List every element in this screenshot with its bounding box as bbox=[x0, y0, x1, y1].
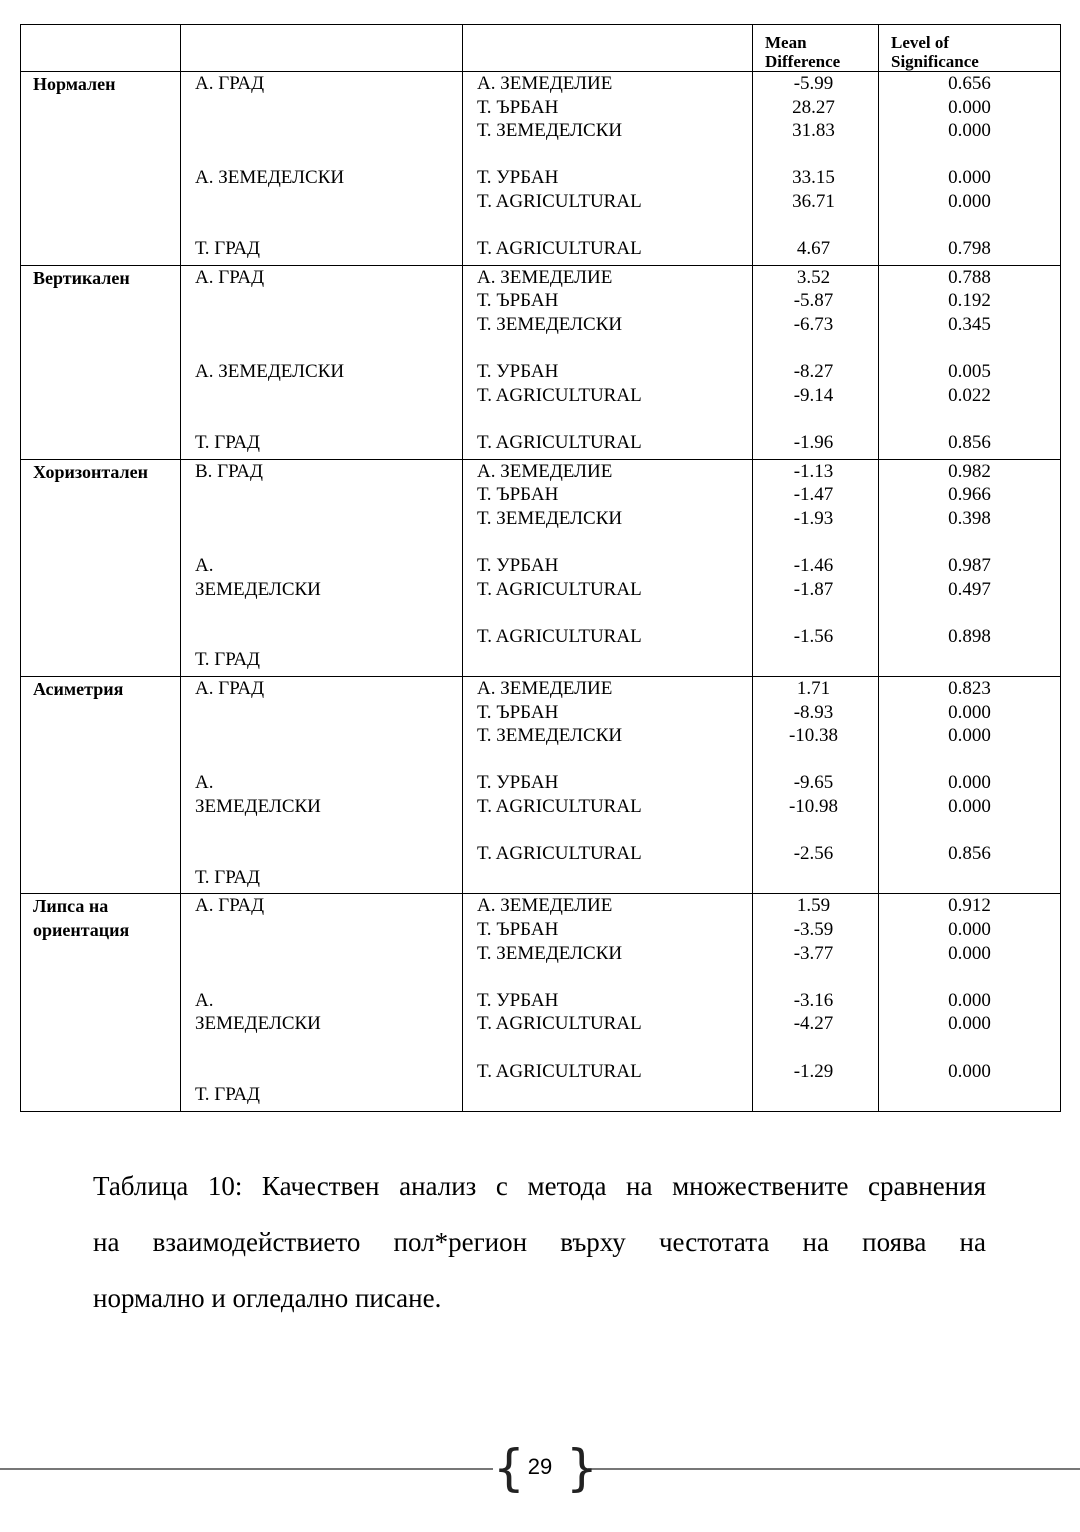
header-mean-line-2: Difference bbox=[765, 52, 841, 71]
mean-difference-value: -1.96 bbox=[793, 431, 834, 453]
mean-difference-value: -10.38 bbox=[788, 725, 839, 747]
comparison-label: Т. УРБАН bbox=[477, 554, 559, 576]
significance-value: 0.000 bbox=[948, 772, 991, 794]
significance-value: 0.000 bbox=[948, 918, 991, 940]
significance-value: 0.966 bbox=[948, 484, 991, 506]
subgroup-label: А. ЗЕМЕДЕЛСКИ bbox=[195, 361, 345, 383]
comparison-label: Т. ЪРБАН bbox=[477, 918, 559, 940]
group-name-cell bbox=[21, 265, 181, 459]
header-sig-line-2: Significance bbox=[891, 52, 979, 71]
significance-value: 0.982 bbox=[948, 460, 991, 482]
comparison-label: А. ЗЕМЕДЕЛИЕ bbox=[477, 266, 613, 288]
mean-difference-value: -1.87 bbox=[793, 578, 834, 600]
significance-value: 0.000 bbox=[948, 167, 991, 189]
mean-difference-value: -1.13 bbox=[793, 460, 834, 482]
comparison-label: А. ЗЕМЕДЕЛИЕ bbox=[477, 895, 613, 917]
significance-value: 0.022 bbox=[948, 384, 991, 406]
subgroup-label: Т. ГРАД bbox=[195, 649, 261, 671]
subgroup-cell bbox=[181, 265, 463, 459]
footer-rule-right bbox=[588, 1468, 1080, 1470]
comparison-cell bbox=[463, 894, 753, 1111]
caption-line-3: нормално и огледално писане. bbox=[93, 1283, 442, 1313]
mean-difference-value: -5.99 bbox=[793, 73, 834, 94]
mean-difference-value: -1.56 bbox=[793, 625, 834, 647]
significance-value: 0.912 bbox=[948, 895, 991, 917]
mean-difference-value: -3.59 bbox=[793, 918, 834, 940]
significance-value: 0.192 bbox=[948, 290, 991, 312]
comparison-cell bbox=[463, 676, 753, 893]
subgroup-label: А. bbox=[195, 989, 214, 1011]
significance-value: 0.000 bbox=[948, 96, 991, 118]
table-row bbox=[21, 72, 1061, 266]
group-name: Хоризонтален bbox=[33, 461, 149, 482]
comparison-cell bbox=[463, 459, 753, 676]
header-empty-2 bbox=[181, 25, 463, 72]
comparison-label: А. ЗЕМЕДЕЛИЕ bbox=[477, 677, 613, 699]
subgroup-label: А. ГРАД bbox=[195, 677, 265, 699]
caption-line-2: на взаимодействието пол*регион върху честотата на поява на bbox=[93, 1227, 986, 1257]
mean-difference-value: -8.27 bbox=[793, 361, 834, 383]
subgroup-label: А. bbox=[195, 554, 214, 576]
comparison-label: T. AGRICULTURAL bbox=[477, 578, 642, 600]
comparison-label: Т. ЗЕМЕДЕЛСКИ bbox=[477, 507, 623, 529]
comparison-label: Т. УРБАН bbox=[477, 167, 559, 189]
significance-value: 0.398 bbox=[948, 507, 991, 529]
mean-difference-value: -1.29 bbox=[793, 1060, 834, 1082]
significance-value: 0.856 bbox=[948, 431, 991, 453]
significance-value: 0.345 bbox=[948, 313, 991, 335]
subgroup-label: А. ГРАД bbox=[195, 73, 265, 94]
significance-value: 0.000 bbox=[948, 1060, 991, 1082]
significance-cell bbox=[879, 459, 1061, 676]
group-name-cell bbox=[21, 459, 181, 676]
subgroup-label: Т. ГРАД bbox=[195, 1084, 261, 1106]
comparison-cell bbox=[463, 72, 753, 266]
results-table bbox=[20, 24, 1061, 1112]
significance-value: 0.000 bbox=[948, 942, 991, 964]
subgroup-label: А. bbox=[195, 772, 214, 794]
header-empty-1 bbox=[21, 25, 181, 72]
comparison-label: T. AGRICULTURAL bbox=[477, 795, 642, 817]
right-brace-icon: } bbox=[566, 1439, 598, 1497]
comparison-label: T. AGRICULTURAL bbox=[477, 191, 642, 212]
mean-difference-value: 31.83 bbox=[792, 120, 835, 142]
table-caption bbox=[93, 1158, 986, 1326]
significance-value: 0.000 bbox=[948, 701, 991, 723]
mean-difference-value: -3.77 bbox=[793, 942, 834, 964]
significance-value: 0.898 bbox=[948, 625, 991, 647]
subgroup-label: А. ГРАД bbox=[195, 266, 265, 288]
subgroup-label: А. ГРАД bbox=[195, 895, 265, 917]
significance-value: 0.798 bbox=[948, 238, 991, 260]
significance-value: 0.823 bbox=[948, 677, 991, 699]
mean-difference-value: -10.98 bbox=[788, 795, 839, 817]
mean-difference-cell bbox=[753, 72, 879, 266]
comparison-label: Т. ЗЕМЕДЕЛСКИ bbox=[477, 942, 623, 964]
group-name-cell bbox=[21, 894, 181, 1111]
significance-value: 0.856 bbox=[948, 843, 991, 865]
significance-value: 0.000 bbox=[948, 1013, 991, 1035]
mean-difference-value: -1.47 bbox=[793, 484, 834, 506]
table-row bbox=[21, 459, 1061, 676]
comparison-label: Т. ЪРБАН bbox=[477, 290, 559, 312]
comparison-label: Т. ЪРБАН bbox=[477, 96, 559, 118]
mean-difference-value: -9.14 bbox=[793, 384, 834, 406]
group-name: Нормален bbox=[33, 74, 116, 94]
group-name: ориентация bbox=[33, 919, 130, 940]
group-name-cell bbox=[21, 72, 181, 266]
subgroup-label: Т. ГРАД bbox=[195, 431, 261, 453]
significance-cell bbox=[879, 894, 1061, 1111]
table-row bbox=[21, 894, 1061, 1111]
comparison-label: Т. ЗЕМЕДЕЛСКИ bbox=[477, 120, 623, 142]
header-mean-line-1: Mean bbox=[765, 33, 807, 52]
significance-value: 0.000 bbox=[948, 120, 991, 142]
significance-value: 0.987 bbox=[948, 554, 991, 576]
header-level-of-significance bbox=[879, 25, 1061, 72]
group-name: Вертикален bbox=[33, 267, 130, 288]
comparison-label: Т. УРБАН bbox=[477, 361, 559, 383]
left-brace-icon: { bbox=[493, 1439, 525, 1497]
mean-difference-value: -5.87 bbox=[793, 290, 834, 312]
mean-difference-cell bbox=[753, 894, 879, 1111]
significance-value: 0.000 bbox=[948, 191, 991, 212]
significance-cell bbox=[879, 265, 1061, 459]
subgroup-label: В. ГРАД bbox=[195, 460, 263, 482]
mean-difference-value: 1.59 bbox=[796, 895, 831, 917]
comparison-cell bbox=[463, 265, 753, 459]
table-row bbox=[21, 265, 1061, 459]
subgroup-label: ЗЕМЕДЕЛСКИ bbox=[195, 795, 321, 817]
mean-difference-cell bbox=[753, 459, 879, 676]
mean-difference-value: 4.67 bbox=[796, 238, 831, 260]
mean-difference-value: -6.73 bbox=[793, 313, 834, 335]
mean-difference-value: -1.93 bbox=[793, 507, 834, 529]
mean-difference-value: -4.27 bbox=[793, 1013, 834, 1035]
comparison-label: Т. УРБАН bbox=[477, 772, 559, 794]
comparison-label: T. AGRICULTURAL bbox=[477, 238, 642, 260]
comparison-label: T. AGRICULTURAL bbox=[477, 843, 642, 865]
header-mean-difference bbox=[753, 25, 879, 72]
group-name: Асиметрия bbox=[33, 678, 124, 699]
mean-difference-value: -1.46 bbox=[793, 554, 834, 576]
table-row bbox=[21, 676, 1061, 893]
mean-difference-value: 36.71 bbox=[792, 191, 835, 212]
comparison-label: T. AGRICULTURAL bbox=[477, 431, 642, 453]
mean-difference-value: 28.27 bbox=[792, 96, 835, 118]
comparison-label: T. AGRICULTURAL bbox=[477, 384, 642, 406]
comparison-label: А. ЗЕМЕДЕЛИЕ bbox=[477, 460, 613, 482]
significance-value: 0.000 bbox=[948, 725, 991, 747]
comparison-label: T. AGRICULTURAL bbox=[477, 1013, 642, 1035]
caption-line-1: Таблица 10: Качествен анализ с метода на множествените сравнения bbox=[93, 1171, 986, 1201]
subgroup-label: ЗЕМЕДЕЛСКИ bbox=[195, 578, 321, 600]
mean-difference-cell bbox=[753, 265, 879, 459]
significance-value: 0.656 bbox=[948, 73, 991, 94]
significance-cell bbox=[879, 676, 1061, 893]
mean-difference-value: 3.52 bbox=[796, 266, 831, 288]
mean-difference-value: -3.16 bbox=[793, 989, 834, 1011]
subgroup-label: ЗЕМЕДЕЛСКИ bbox=[195, 1013, 321, 1035]
page-number: 29 bbox=[527, 1454, 553, 1479]
subgroup-cell bbox=[181, 894, 463, 1111]
comparison-label: T. AGRICULTURAL bbox=[477, 1060, 642, 1082]
significance-value: 0.000 bbox=[948, 795, 991, 817]
subgroup-cell bbox=[181, 72, 463, 266]
table-header-row bbox=[21, 25, 1061, 72]
mean-difference-cell bbox=[753, 676, 879, 893]
mean-difference-value: -8.93 bbox=[793, 701, 834, 723]
significance-value: 0.497 bbox=[948, 578, 991, 600]
comparison-label: Т. ЪРБАН bbox=[477, 484, 559, 506]
group-name-cell bbox=[21, 676, 181, 893]
subgroup-label: Т. ГРАД bbox=[195, 866, 261, 888]
footer-rule-left bbox=[0, 1468, 493, 1470]
comparison-label: Т. УРБАН bbox=[477, 989, 559, 1011]
subgroup-label: А. ЗЕМЕДЕЛСКИ bbox=[195, 167, 345, 189]
comparison-label: Т. ЗЕМЕДЕЛСКИ bbox=[477, 313, 623, 335]
mean-difference-value: -2.56 bbox=[793, 843, 834, 865]
significance-value: 0.005 bbox=[948, 361, 991, 383]
comparison-label: А. ЗЕМЕДЕЛИЕ bbox=[477, 73, 613, 94]
header-empty-3 bbox=[463, 25, 753, 72]
comparison-label: Т. ЗЕМЕДЕЛСКИ bbox=[477, 725, 623, 747]
subgroup-cell bbox=[181, 676, 463, 893]
group-name: Липса на bbox=[33, 896, 109, 917]
mean-difference-value: 33.15 bbox=[792, 167, 835, 189]
significance-value: 0.788 bbox=[948, 266, 991, 288]
header-sig-line-1: Level of bbox=[891, 33, 950, 52]
significance-cell bbox=[879, 72, 1061, 266]
subgroup-cell bbox=[181, 459, 463, 676]
mean-difference-value: 1.71 bbox=[796, 677, 831, 699]
comparison-label: Т. ЪРБАН bbox=[477, 701, 559, 723]
mean-difference-value: -9.65 bbox=[793, 772, 834, 794]
significance-value: 0.000 bbox=[948, 989, 991, 1011]
subgroup-label: Т. ГРАД bbox=[195, 238, 261, 260]
comparison-label: T. AGRICULTURAL bbox=[477, 625, 642, 647]
